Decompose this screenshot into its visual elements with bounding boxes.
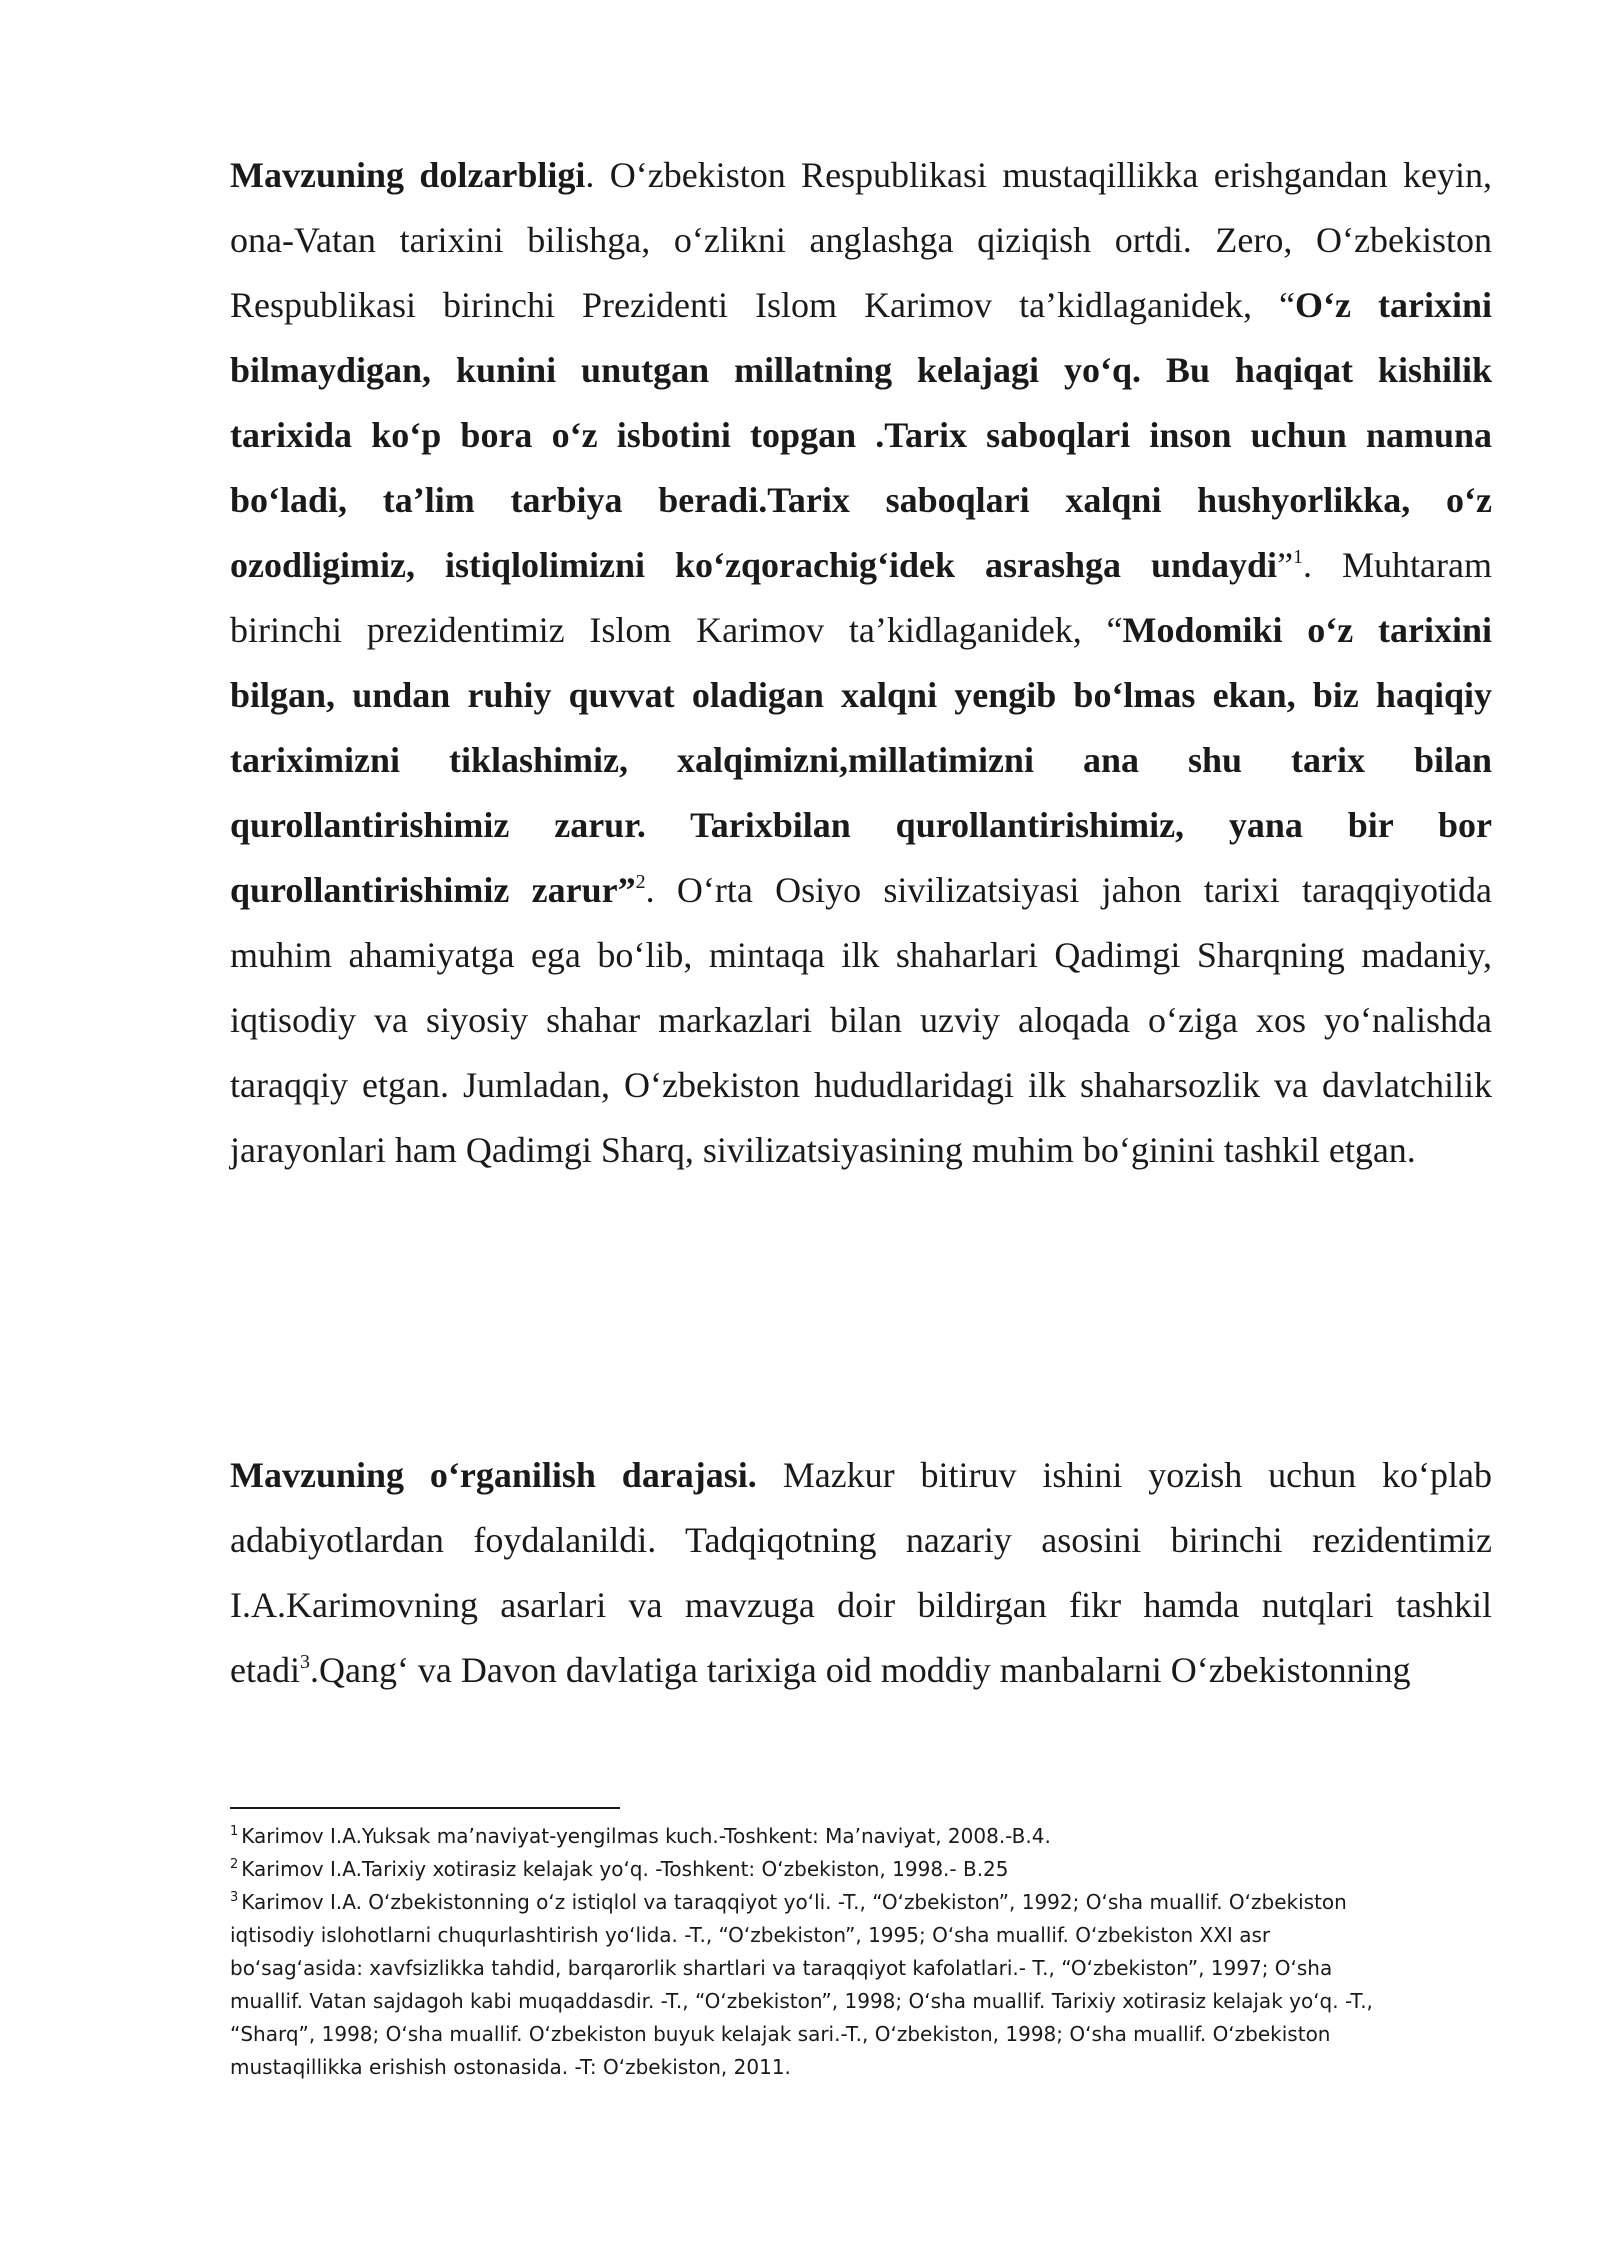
- footnote-number: 2: [230, 1857, 239, 1872]
- paragraph-study-level: [230, 1443, 1492, 1703]
- footnote-1: [230, 1820, 1380, 1853]
- heading-study-level: Mavzuning oʻrganilish darajasi.: [230, 1455, 757, 1495]
- footnote-text: Karimov I.A.Yuksak ma’naviyat-yengilmas kuch.-Toshkent: Ma’naviyat, 2008.-B.4.: [241, 1824, 1051, 1848]
- footnote-3: [230, 1886, 1380, 2084]
- footnote-number: 1: [230, 1824, 239, 1839]
- paragraph-text: Mazkur bitiruv ishini yozish uchun koʻplab adabiyotlardan foydalanildi. Tadqiqotning nazariy asosini birinchi rezidentimiz I.A.Karimovning asarlari va mavzuga doir bildirgan fikr hamda nutqlari tashkil etadi: [230, 1455, 1492, 1690]
- footnote-text: Karimov I.A. Oʻzbekistonning oʻz istiqlol va taraqqiyot yoʻli. -T., “Oʻzbekiston”, 1992; Oʻsha muallif. Oʻzbekiston iqtisodiy islohotlarni chuqurlashtirish yoʻlida. -T., “Oʻzbekiston”, 1995; Oʻsha muallif. Oʻzbekiston XXI asr boʻsagʻasida: xavfsizlikka tahdid, barqarorlik shartlari va taraqqiyot kafolatlari.- T., “Oʻzbekiston”, 1997; Oʻsha muallif. Vatan sajdagoh kabi muqaddasdir. -T., “Oʻzbekiston”, 1998; Oʻsha muallif. Tarixiy xotirasiz kelajak yoʻq. -T., “Sharq”, 1998; Oʻsha muallif. Oʻzbekiston buyuk kelajak sari.-T., Oʻzbekiston, 1998; Oʻsha muallif. Oʻzbekiston mustaqillikka erishish ostonasida. -T: Oʻzbekiston, 2011.: [230, 1890, 1373, 2079]
- paragraph-text: .Qangʻ va Davon davlatiga tarixiga oid moddiy manbalarni Oʻzbekistonning: [309, 1650, 1411, 1690]
- paragraph-text: . Muhtaram birinchi prezidentimiz Islom Karimov ta’kidlaganidek, “: [230, 545, 1492, 650]
- footnote-number: 3: [230, 1890, 239, 1905]
- paragraph-text: . Oʻrta Osiyo sivilizatsiyasi jahon tarixi taraqqiyotida muhim ahamiyatga ega boʻlib, mintaqa ilk shaharlari Qadimgi Sharqning madaniy, iqtisodiy va siyosiy shahar markazlari bilan uzviy aloqada oʻziga xos yoʻnalishda taraqqiy etgan. Jumladan, Oʻzbekiston hududlaridagi ilk shaharsozlik va davlatchilik jarayonlari ham Qadimgi Sharq, sivilizatsiyasining muhim boʻginini tashkil etgan.: [230, 870, 1493, 1170]
- quote-karimov-2: Modomiki oʻz tarixini bilgan, undan ruhiy quvvat oladigan xalqni yengib boʻlmas ekan, biz haqiqiy tariximizni tiklashimiz, xalqimizni,millatimizni ana shu tarix bilan qurollantirishimiz zarur. Tarixbilan qurollantirishimiz, yana bir bor qurollantirishimiz zarur”: [230, 610, 1492, 910]
- footnote-2: [230, 1853, 1380, 1886]
- footnote-ref-2[interactable]: 2: [635, 871, 646, 893]
- footnote-separator: [230, 1807, 620, 1809]
- footnotes: [230, 1820, 1380, 2084]
- heading-relevance: Mavzuning dolzarbligi: [230, 155, 586, 195]
- paragraph-relevance: [230, 143, 1492, 1183]
- quote-karimov-1: Oʻz tarixini bilmaydigan, kunini unutgan millatning kelajagi yoʻq. Bu haqiqat kishilik tarixida koʻp bora oʻz isbotini topgan .Tarix saboqlari inson uchun namuna boʻladi, ta’lim tarbiya beradi.Tarix saboqlari xalqni hushyorlikka, oʻz ozodligimiz, istiqlolimizni koʻzqorachigʻidek asrashga undaydi: [230, 285, 1492, 585]
- paragraph-text: . Oʻzbekiston Respublikasi mustaqillikka erishgandan keyin, ona-Vatan tarixini bilishga, oʻzlikni anglashga qiziqish ortdi. Zero, Oʻzbekiston Respublikasi birinchi Prezidenti Islom Karimov ta’kidlaganidek, “: [230, 155, 1492, 325]
- footnote-ref-1[interactable]: 1: [1293, 546, 1304, 568]
- footnote-text: Karimov I.A.Tarixiy xotirasiz kelajak yoʻq. -Toshkent: Oʻzbekiston, 1998.- B.25: [241, 1857, 1009, 1881]
- footnote-ref-3[interactable]: 3: [299, 1651, 310, 1673]
- quote-close: ”: [1277, 545, 1294, 585]
